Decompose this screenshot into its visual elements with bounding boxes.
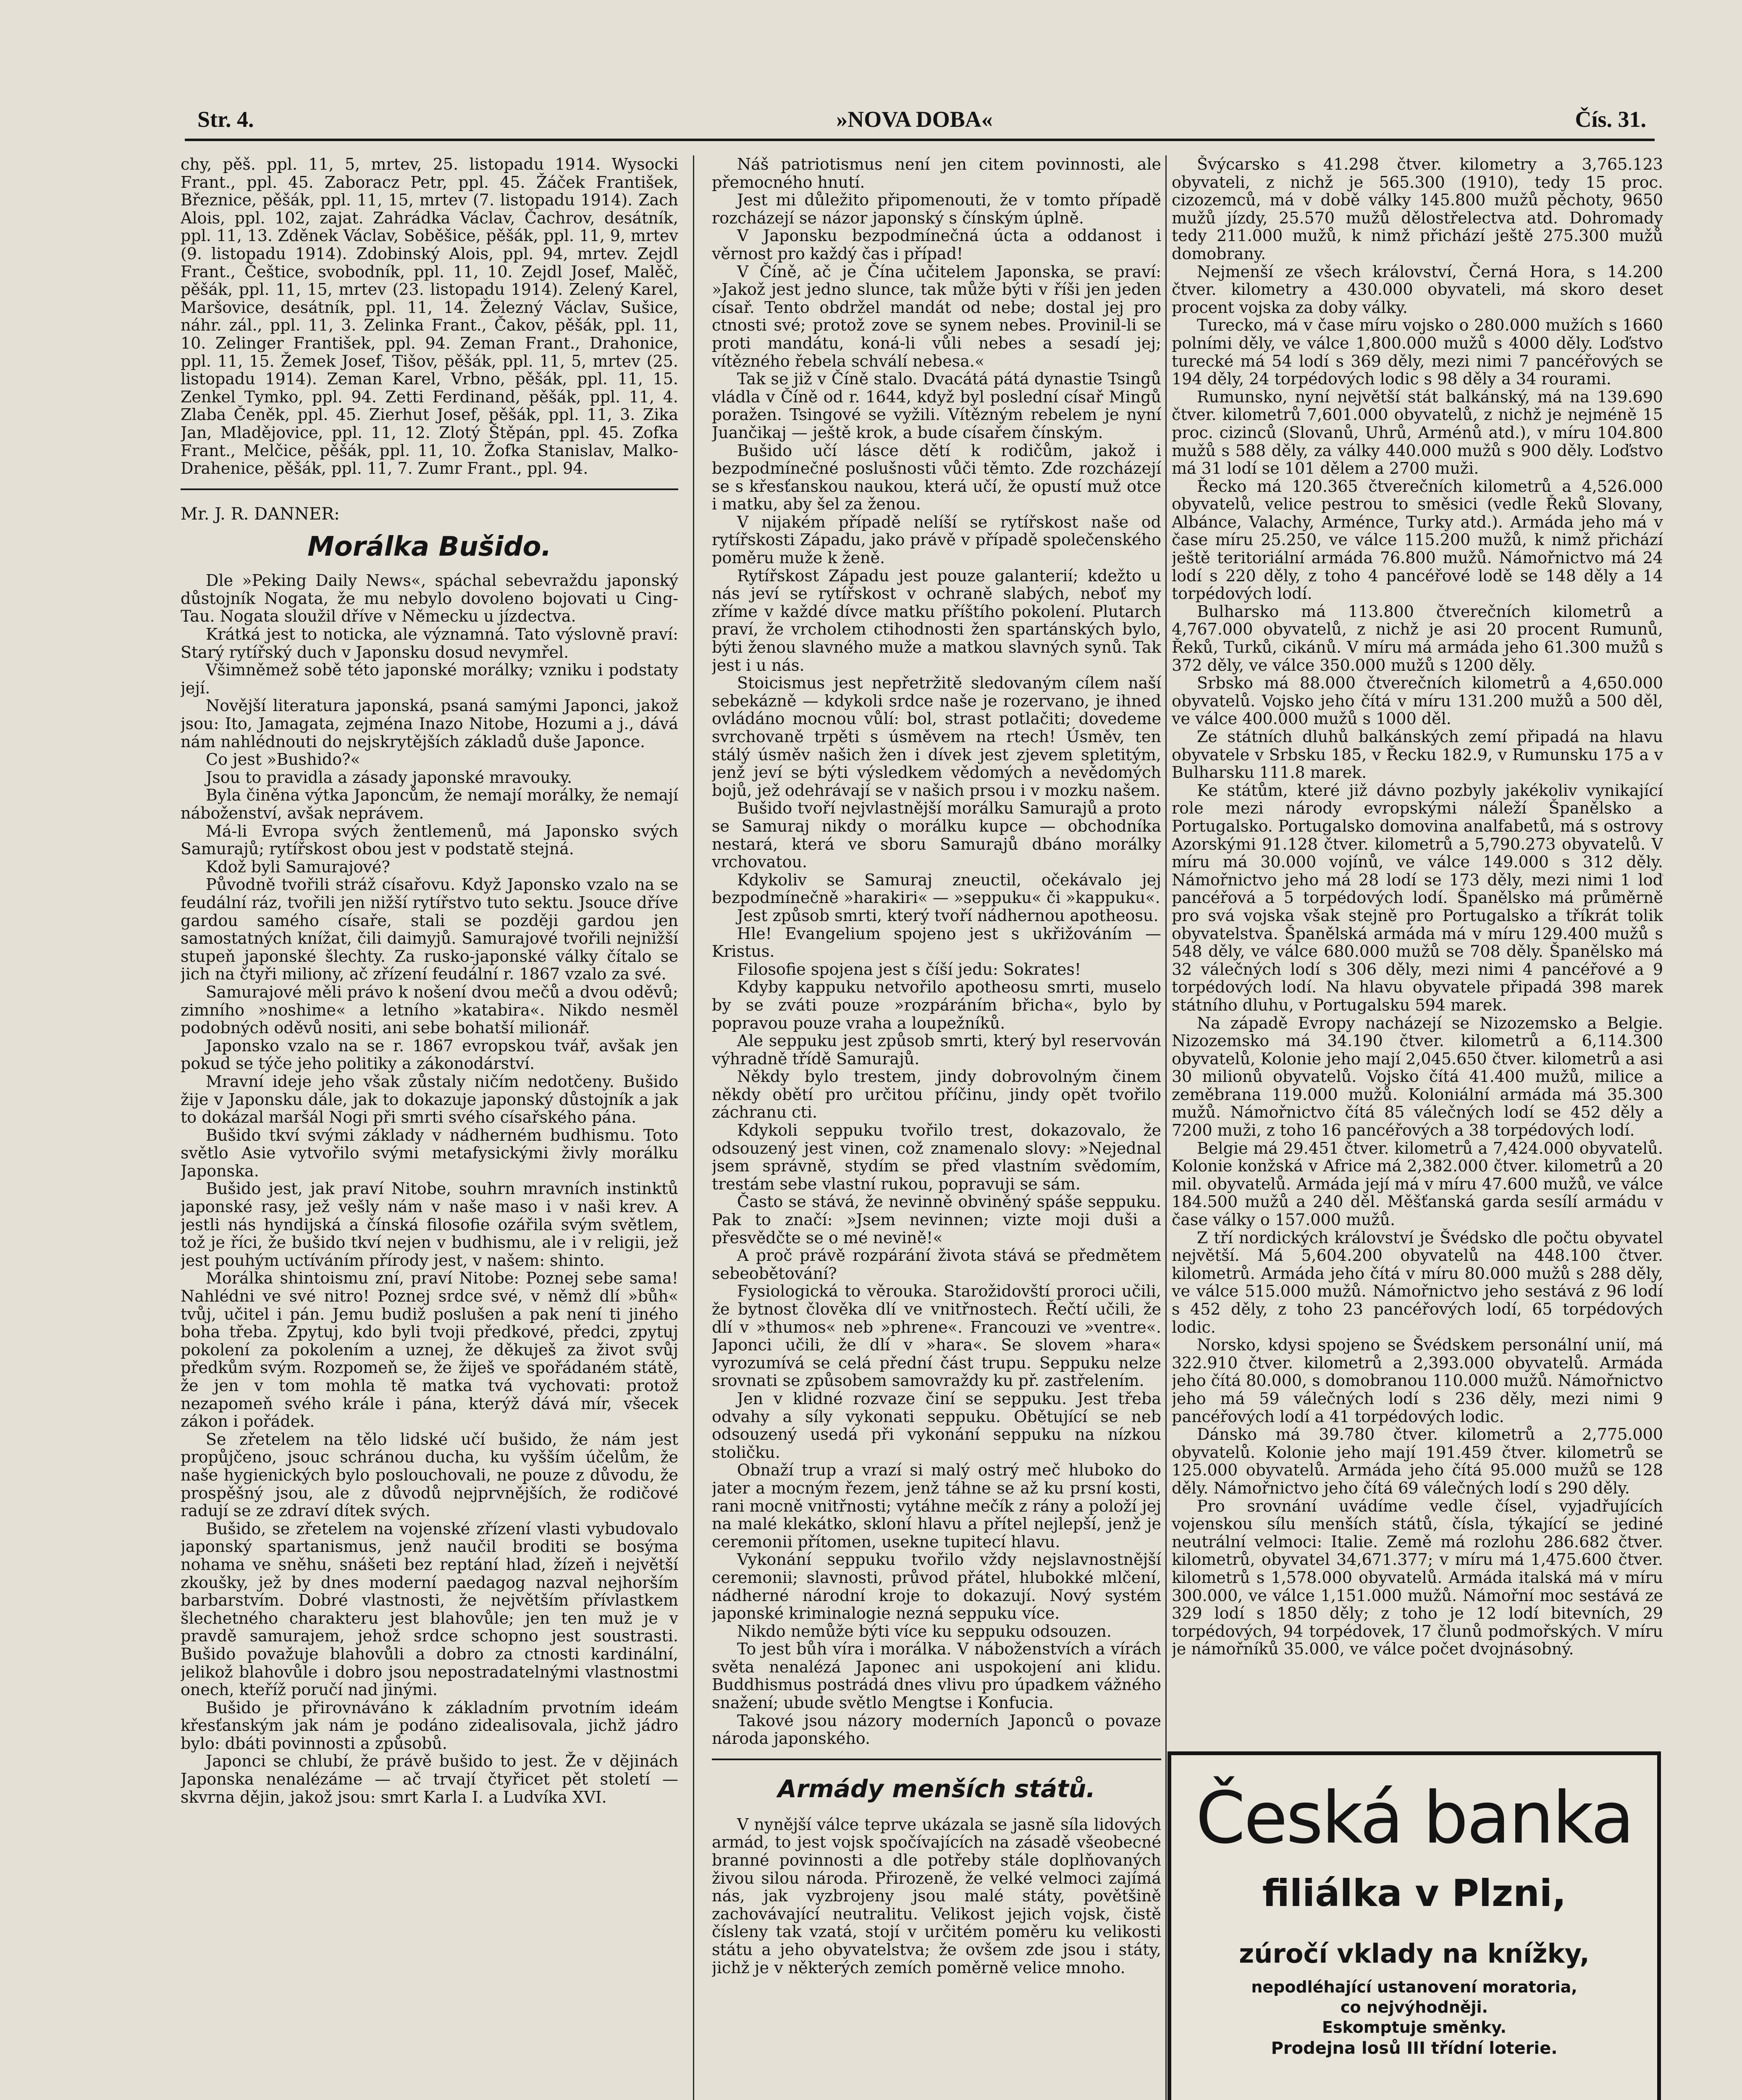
column-divider-1	[693, 155, 694, 2100]
article-paragraph: Obnaží trup a vrazí si malý ostrý meč hluboko do jater a mocným řezem, jenž táhne se až ku prsní kosti, rani mocně vnitřnosti; vytáhne mečík z rány a položí jej na malé klekátko, skloní hlavu a přítel nejlepší, jenž je ceremonii přítomen, usekne tupitecí hlavu.	[712, 1461, 1161, 1551]
article-paragraph: Jsou to pravidla a zásady japonské mravouky.	[206, 768, 572, 787]
article-paragraph: Tak se již v Číně stalo. Dvacátá pátá dynastie Tsingů vládla v Číně od r. 1644, když byl poslední císař Mingů poražen. Tsingové se vyžili. Vítězným rebelem je nyní Juančikaj — ještě krok, a bude císařem čínským.	[712, 370, 1161, 442]
header-rule	[185, 139, 1655, 141]
article-paragraph: Samurajové měli právo k nošení dvou mečů a dvou oděvů; zimního »noshime« a letního »katabira«. Nikdo nesměl podobných oděvů nositi, ani sebe bohatší milionář.	[181, 982, 678, 1037]
article-paragraph: V nynější válce teprve ukázala se jasně síla lidových armád, to jest vojsk spočívajících na zásadě všeobecné branné povinnosti a dle potřeby stále doplňovaných živou silou národa. Přirozeně, že velké velmoci zajímá nás, jak vyzbrojeny jsou malé státy, povětšině zachovávající neutralitu. Velikost jejich vojsk, čistě čísleny tak vzatá, stojí v určitém poměru ku velikosti státu a jeho obyvatelstva; že ovšem zde jsou i státy, jichž je v některých zemích poměrně velice mnoho.	[712, 1815, 1161, 1977]
section-rule	[181, 488, 678, 490]
article-paragraph: Stoicismus jest nepřetržitě sledovaným cílem naší sebekázně — kdykoli srdce naše je rozervano, je ihned ovládáno mocnou vůlí: bol, strast potlačiti; dovedeme svrchovaně trpěti s úsměvem na rtech! Úsměv, ten stálý úsměv našich žen i dívek jest zjevem spletitým, jenž jeví se býti výsledkem vědomých a nevědomých bojů, jež odehrávají se v našich prsou i v mozku našem.	[712, 674, 1161, 800]
article-paragraph: Nikdo nemůže býti více ku seppuku odsouzen.	[737, 1622, 1112, 1641]
article-paragraph: Novější literatura japonská, psaná samými Japonci, jakož jsou: Ito, Jamagata, zejména Inazo Nitobe, Hozumi a j., dává nám nahlédnouti do nejskrytějších základů duše Japonce.	[181, 696, 678, 751]
article-paragraph: Srbsko má 88.000 čtverečních kilometrů a 4,650.000 obyvatelů. Vojsko jeho čítá v míru 131.200 mužů a 500 děl, ve válce 400.000 mužů s 1000 děl.	[1172, 674, 1663, 728]
article-paragraph: Bušido je přirovnáváno k základním prvotním ideám křesťanským jak nám je podáno zidealisovala, jichž jádro bylo: dbáti povinnosti a způsobů.	[181, 1698, 678, 1753]
article-paragraph: Dle »Peking Daily News«, spáchal sebevraždu japonský důstojník Nogata, že mu nebylo dovoleno bojovati u Cing-Tau. Nogata sloužil dříve v Německu u jízdectva.	[181, 571, 678, 626]
page-number: Str. 4.	[197, 107, 254, 132]
page-header	[197, 94, 1646, 132]
article-paragraph: Z tří nordických království je Švédsko dle počtu obyvatel největší. Má 5,604.200 obyvatelů na 448.100 čtver. kilometrů. Armáda jeho čítá v míru 80.000 mužů s 288 děly, ve válce 515.000 mužů. Námořnictvo jeho sestává z 96 lodí s 452 děly, z toho 23 pancéřových lodí, 65 torpédových lodic.	[1172, 1228, 1663, 1336]
article-paragraph: Norsko, kdysi spojeno se Švédskem personální unií, má 322.910 čtver. kilometrů a 2,393.000 obyvatelů. Armáda jeho čítá 80.000, s domobranou 110.000 mužů. Námořnictvo jeho má 59 válečných lodí s 236 děly, mezi nimi 9 pancéřových lodí a 41 torpédových lodic.	[1172, 1336, 1663, 1426]
article-paragraph: Původně tvořili stráž císařovu. Když Japonsko vzalo na se feudální ráz, tvořili jen nižší rytířstvo tuto sektu. Jsouce dříve gardou samého císaře, stali se později gardou jen samostatných knížat, čili daimyjů. Samurajové tvořili nejnižší stupeň japonské šlechty. Za rusko-japonské války čítalo se jich na čtyři miliony, ač zřízení feudální r. 1867 vzalo za své.	[181, 875, 678, 984]
ad-line: nepodléhající ustanovení moratoria,	[1251, 1978, 1577, 1996]
article-paragraph: Japonsko vzalo na se r. 1867 evropskou tvář, avšak jen pokud se týče jeho politiky a zákonodárství.	[181, 1036, 678, 1073]
article-paragraph: Řecko má 120.365 čtverečních kilometrů a 4,526.000 obyvatelů, velice pestrou to směsici (vedle Řeků Slovany, Albánce, Valachy, Arménce, Turky atd.). Armáda jeho má v čase míru 25.250, ve válce 115.200 mužů, k nimž přichází ještě teritoriální armáda 76.800 mužů. Námořnictvo má 24 lodí s 220 děly, z toho 4 pancéřové lodě se 148 děly a 14 torpédových lodí.	[1172, 477, 1663, 603]
column-3	[1172, 155, 1663, 1751]
ad-line: co nejvýhodněji.	[1341, 1998, 1488, 2016]
article-paragraph: Turecko, má v čase míru vojsko o 280.000 mužích s 1660 polními děly, ve válce 1,800.000 mužů s 4000 děly. Loďstvo turecké má 54 lodí s 369 děly, mezi nimi 7 pancéřových se 194 děly, 24 torpédových lodic s 98 děly a 34 rourami.	[1172, 316, 1663, 388]
casualty-list: chy, pěš. ppl. 11, 5, mrtev, 25. listopadu 1914. Wysocki Frant., ppl. 45. Zaboracz Petr, ppl. 45. Žáček František, Březnice, pěšák, ppl. 11, 15, mrtev (7. listopadu 1914). Zach Alois, ppl. 102, zajat. Zahrádka Václav, Čachrov, desátník, ppl. 11, 13. Zděnek Václav, Soběšice, pěšák, ppl. 11, 9, mrtev (9. listopadu 1914). Zdobinský Alois, ppl. 94, mrtev. Zejdl Frant., Češtice, svobodník, ppl. 11, 10. Zejdl Josef, Malěč, pěšák, ppl. 11, 15, mrtev (23. listopadu 1914). Zelený Karel, Maršovice, desátník, ppl. 11, 14. Železný Václav, Sušice, náhr. zál., ppl. 11, 3. Zelinka Frant., Čakov, pěšák, ppl. 11, 10. Zelinger František, ppl. 94. Zeman Frant., Drahonice, ppl. 11, 15. Žemek Josef, Tišov, pěšák, ppl. 11, 5, mrtev (25. listopadu 1914). Zeman Karel, Vrbno, pěšák, ppl. 11, 15. Zenkel Tymko, ppl. 94. Zetti Ferdinand, pěšák, ppl. 11, 4. Zlaba Čeněk, ppl. 45. Zierhut Josef, pěšák, ppl. 11, 3. Zika Jan, Mladějovice, ppl. 11, 12. Zlotý Štěpán, ppl. 45. Zofka Frant., Melčice, pěšák, ppl. 11, 10. Žofka Stanislav, Malko-Drahenice, pěšák, ppl. 11, 7. Zumr Frant., ppl. 94.	[181, 155, 678, 478]
article-paragraph: V Číně, ač je Čína učitelem Japonska, se praví: »Jakož jest jedno slunce, tak může býti v říši jen jeden císař. Tento obdržel mandát od nebe; dostal jej pro ctnosti své; protož zove se synem nebes. Provinil-li se proti mandátu, koná-li vůli nebes a sesadí jej; vítězného řebela schválí nebesa.«	[712, 262, 1161, 370]
article-paragraph: Krátká jest to noticka, ale významná. Tato výslovně praví: Starý rytířský duch v Japonsku dosud nevymřel.	[181, 625, 678, 662]
column-1	[181, 155, 678, 2100]
article-paragraph: Nejmenší ze všech království, Černá Hora, s 14.200 čtver. kilometry a 430.000 obyvateli, má skoro deset procent vojska za doby války.	[1172, 262, 1663, 317]
article-paragraph: Jen v klidné rozvaze činí se seppuku. Jest třeba odvahy a síly vykonati seppuku. Obětující se neb odsouzený usedá při vykonání seppuku na nízkou stoličku.	[712, 1389, 1161, 1462]
article-paragraph: Švýcarsko s 41.298 čtver. kilometry a 3,765.123 obyvateli, z nichž je 565.300 (1910), tedy 15 proc. cizozemců, má v době války 145.800 mužů pěchoty, 9650 mužů jízdy, 25.570 mužů dělostřelectva atd. Dohromady tedy 211.000 mužů, k nimž přichází ještě 275.300 mužů domobrany.	[1172, 155, 1663, 263]
article-paragraph: Hle! Evangelium spojeno jest s ukřižováním — Kristus.	[712, 924, 1161, 961]
article-paragraph: Všimněmež sobě této japonské morálky; vzniku i podstaty její.	[181, 661, 678, 697]
article-paragraph: Často se stává, že nevinně obviněný spáše seppuku. Pak to značí: »Jsem nevinnen; vizte moji duši a přesvědčte se o mé nevině!«	[712, 1192, 1161, 1247]
ad-line: Eskomptuje směnky.	[1322, 2018, 1506, 2037]
article-paragraph: Jest způsob smrti, který tvoří nádhernou apotheosu.	[737, 906, 1159, 925]
article-paragraph: Se zřetelem na tělo lidské učí bušido, že nám jest propůjčeno, jsouc schránou ducha, ku vyšším účelům, že naše hygienických bylo poslouchovali, ne pouze z důvodu, že prospěšný jsou, ale z důvodů nejprvnějších, že rodičové radují se ze zdraví dítek svých.	[181, 1430, 678, 1520]
article-paragraph: Takové jsou názory moderních Japonců o povaze národa japonského.	[712, 1711, 1161, 1748]
article-paragraph: Pro srovnání uvádíme vedle čísel, vyjadřujících vojenskou sílu menších států, čísla, týkající se jediné neutrální velmoci: Italie. Země má rozlohu 286.682 čtver. kilometrů, obyvatel 34,671.377; v míru má 1,475.600 čtver. kilometrů s 1,578.000 obyvatelů. Armáda italská má v míru 300.000, ve válce 1,151.000 mužů. Námořní moc sestává ze 329 lodí s 1850 děly; z toho je 12 lodí bitevních, 29 torpédových, 94 torpédovek, 17 člunů podmořských. V míru je námořníků 35.000, ve válce počet dvojnásobný.	[1172, 1496, 1663, 1659]
article-paragraph: To jest bůh víra i morálka. V náboženstvích a vírách světa nenalézá Japonec ani uspokojení ani klidu. Buddhismus postrádá dnes vlivu pro úpadkem vážného snažení; ubude světlo Mengtse i Konfucia.	[712, 1640, 1161, 1712]
article-paragraph: Ale seppuku jest způsob smrti, který byl reservován výhradně třídě Samurajů.	[712, 1032, 1161, 1068]
article-paragraph: Bušido, se zřetelem na vojenské zřízení vlasti vybudovalo japonský spartanismus, jenž naučil broditi se bosýma nohama ve sněhu, snášeti bez reptání hlad, žízeň i největší zkoušky, jež by dnes moderní paedagog nazval nejhorším barbarstvím. Dobré vlastnosti, že největším přívlastkem šlechetného charakteru jest blahovůle; jen ten muž je v pravdě samurajem, jehož srdce schopno jest soustrasti. Bušido považuje blahovůli a dobro za ctnosti kardinální, jelikož blahovůle i dobro jsou nepostradatelnými vlastnostmi onech, kteříž poručí nad jinými.	[181, 1519, 678, 1699]
article-paragraph: Morálka shintoismu zní, praví Nitobe: Poznej sebe sama! Nahlédni ve své nitro! Poznej srdce své, v němž dlí »bůh« tvůj, učitel i pán. Jemu budiž poslušen a pak není ti jiného boha třeba. Zpytuj, kdo byli tvoji předkové, předci, zpytuj pokolení za pokolením a uznej, že děkuješ za život svůj předkům svým. Rozpomeň se, že žiješ ve spořádaném státě, že jen v tom mohla tě matka tvá vychovati: protož nezapomeň svého krále i pána, kterýž dává mír, všecek zákon i pořádek.	[181, 1269, 678, 1431]
article-paragraph: Bušido tvoří nejvlastnější morálku Samurajů a proto se Samuraj nikdy o morálku kupce — obchodníka nestará, která ve sboru Samurajů dbáno morálky vrchovatou.	[712, 799, 1161, 872]
column-2	[712, 155, 1161, 2100]
article-paragraph: Rytířskost Západu jest pouze galanterií; kdežto u nás jeví se rytířskost v ochraně slabých, neboť my zříme v každé dívce matku příštího pokolení. Plutarch praví, že vrcholem ctihodnosti žen spartánských bylo, býti ženou slavného muže a matkou slavných synů. Tak jest i u nás.	[712, 566, 1161, 675]
article-paragraph: Belgie má 29.451 čtver. kilometrů a 7,424.000 obyvatelů. Kolonie konžská v Africe má 2,382.000 čtver. kilometrů a 20 mil. obyvatelů. Armáda její má v míru 47.600 mužů, ve válce 184.500 mužů a 240 děl. Měšťanská garda sesílí armádu v čase války o 157.000 mužů.	[1172, 1139, 1663, 1229]
article-paragraph: Bušido učí lásce dětí k rodičům, jakož i bezpodmínečné poslušnosti vůči těmto. Zde rozcházejí se s křesťanskou naukou, která učí, že opustí muž otce i matku, aby šel za ženou.	[712, 441, 1161, 514]
ad-bank-name: Česká banka	[1196, 1777, 1633, 1860]
column-divider-2	[1165, 155, 1167, 2100]
article-paragraph: Kdyby kappuku netvořilo apotheosu smrti, muselo by se zváti pouze »rozpáráním břicha«, bylo by popravou pouze vraha a loupežníků.	[712, 978, 1161, 1032]
article-heading: Morálka Bušido.	[307, 531, 551, 563]
article-paragraph: Bulharsko má 113.800 čtverečních kilometrů a 4,767.000 obyvatelů, z nichž je asi 20 procent Rumunů, Řeků, Turků, cikánů. V míru má armáda jeho 61.300 mužů s 372 děly, ve válce 350.000 mužů s 1200 děly.	[1172, 602, 1663, 675]
article-paragraph: Filosofie spojena jest s číší jedu: Sokrates!	[737, 960, 1081, 979]
article-heading: Armády menších států.	[777, 1774, 1096, 1803]
article-byline: Mr. J. R. DANNER:	[181, 504, 340, 524]
article-paragraph: Ze státních dluhů balkánských zemí připadá na hlavu obyvatele v Srbsku 185, v Řecku 182.9, v Rumunsku 175 a v Bulharsku 111.8 marek.	[1172, 727, 1663, 782]
article-paragraph: V Japonsku bezpodmínečná úcta a oddanost i věrnost pro každý čas i případ!	[712, 226, 1161, 263]
newspaper-title: »NOVA DOBA«	[836, 107, 993, 132]
article-paragraph: Kdykoli seppuku tvořilo trest, dokazovalo, že odsouzený jest vinen, což znamenalo slovy: »Nejednal jsem správně, stydím se před vlastním svědomím, trestám sebe vlastní rukou, popravuji se sám.	[712, 1121, 1161, 1193]
article-paragraph: Fysiologická to věrouka. Starožidovští proroci učili, že bytnost člověka dlí ve vnitřnostech. Řečtí učili, že dlí v »thumos« neb »phrene«. Francouzi ve »ventre«. Japonci učili, že dlí v »hara«. Se slovem »hara« vyrozumívá se celá přední část trupu. Seppuku nelze srovnati se způsobem samovraždy ku př. zastřelením.	[712, 1282, 1161, 1390]
section-rule	[712, 1759, 1161, 1760]
bank-advertisement	[1167, 1751, 1661, 2100]
article-paragraph: Kdykoliv se Samuraj zneuctil, očekávalo jej bezpodmínečně »harakiri« — »seppuku« či »kappuku«.	[712, 870, 1161, 907]
article-paragraph: Rumunsko, nyní největší stát balkánský, má na 139.690 čtver. kilometrů 7,601.000 obyvatelů, z nichž je nejméně 15 proc. cizinců (Slovanů, Uhrů, Arménů atd.), v míru 104.800 mužů s 588 děly, za války 440.000 mužů s 900 děly. Loďstvo má 31 lodí se 101 dělem a 2700 muži.	[1172, 387, 1663, 478]
article-paragraph: A proč právě rozpárání života stává se předmětem sebeobětování?	[712, 1246, 1161, 1283]
article-paragraph: Náš patriotismus není jen citem povinnosti, ale přemocného hnutí.	[712, 155, 1161, 192]
article-paragraph: Mravní ideje jeho však zůstaly ničím nedotčeny. Bušido žije v Japonsku dále, jak to dokazuje japonský důstojník a jak to dokázal maršál Nogi při smrti svého císařského pána.	[181, 1072, 678, 1127]
article-paragraph: Bušido tkví svými základy v nádherném budhismu. Toto světlo Asie vytvořilo svými metafysickými živly morálku Japonska.	[181, 1126, 678, 1180]
article-paragraph: Bušido jest, jak praví Nitobe, souhrn mravních instinktů japonské rasy, jež vešly nám v naše maso i v naši krev. A jestli nás hyndijská a čínská filosofie ozářila svým světlem, tož je říci, že bušido tkví nejen v budhismu, ale i v religii, jež jest pouhým uctíváním přírody jest, v našem: shinto.	[181, 1179, 678, 1270]
article-paragraph: Vykonání seppuku tvořilo vždy nejslavnostnější ceremonii; slavnosti, průvod přátel, hlubokké mlčení, nádherné národní kroje to dokazují. Nový systém japonské kriminalogie nezná seppuku více.	[712, 1550, 1161, 1623]
article-paragraph: Jest mi důležito připomenouti, že v tomto případě rozcházejí se názor japonský s čínským úplně.	[712, 191, 1161, 227]
article-paragraph: Kdož byli Samurajové?	[206, 857, 390, 876]
ad-line: zúročí vklady na knížky,	[1239, 1938, 1590, 1969]
article-paragraph: Japonci se chlubí, že právě bušido to jest. Že v dějinách Japonska nenalézáme — ač trvají čtyřicet pět století — skvrna dějin, jakož jsou: smrt Karla I. a Ludvíka XVI.	[181, 1752, 678, 1806]
article-paragraph: Ke státům, které již dávno pozbyly jakékoliv vynikající role mezi národy evropskými náleží Španělsko a Portugalsko. Portugalsko domovina analfabetů, má s ostrovy Azorskými 91.128 čtver. kilometrů a 5,790.273 obyvatelů. V míru má 30.000 vojínů, ve válce 149.000 s 312 děly. Námořnictvo jeho má 28 lodí se 173 děly, mezi nimi 1 loď pancéřová a 5 torpédových lodí. Španělsko má průměrně pro svá vojska však stejně pro Portugalsko a tříkrát tolik obyvatelstva. Španělská armáda má v míru 129.400 mužů s 548 děly, ve válce 680.000 mužů se 708 děly. Španělsko má 32 válečných lodí s 306 děly, mezi nimi 4 pancéřové a 9 torpédových lodí. Na hlavu obyvatele připadá 398 marek státního dluhu, v Portugalsku 594 marek.	[1172, 781, 1663, 1014]
article-paragraph: Co jest »Bushido?«	[206, 750, 360, 769]
article-paragraph: Někdy bylo trestem, jindy dobrovolným činem někdy obětí pro určitou příčinu, jindy opět tvořilo záchranu cti.	[712, 1067, 1161, 1122]
article-paragraph: Na západě Evropy nacházejí se Nizozemsko a Belgie. Nizozemsko má 34.190 čtver. kilometrů a 6,114.300 obyvatelů, Kolonie jeho mají 2,045.650 čtver. kilometrů a asi 30 milionů obyvatelů. Vojsko čítá 41.400 mužů, milice a zeměbrana 119.000 mužů. Koloniální armáda má 35.300 mužů. Námořnictvo čítá 85 válečných lodí se 452 děly a 7200 muži, z toho 16 pancéřových a 38 torpédových lodí.	[1172, 1013, 1663, 1140]
article-paragraph: V nijakém případě nelíší se rytířskost naše od rytířskosti Západu, jako právě v případě společenského poměru muže k ženě.	[712, 512, 1161, 567]
article-paragraph: Byla činěna výtka Japoncům, že nemají morálky, že nemají náboženství, avšak neprávem.	[181, 786, 678, 822]
ad-branch: filiálka v Plzni,	[1262, 1872, 1566, 1915]
article-paragraph: Má-li Evropa svých žentlemenů, má Japonsko svých Samurajů; rytířskost obou jest v podstatě stejná.	[181, 822, 678, 858]
ad-line: Prodejna losů III třídní loterie.	[1271, 2039, 1558, 2058]
issue-number: Čís. 31.	[1575, 107, 1646, 132]
article-paragraph: Dánsko má 39.780 čtver. kilometrů a 2,775.000 obyvatelů. Kolonie jeho mají 191.459 čtver. kilometrů se 125.000 obyvatelů. Armáda jeho čítá 95.000 mužů se 128 děly. Námořnictvo jeho čítá 69 válečných lodí s 290 děly.	[1172, 1425, 1663, 1497]
